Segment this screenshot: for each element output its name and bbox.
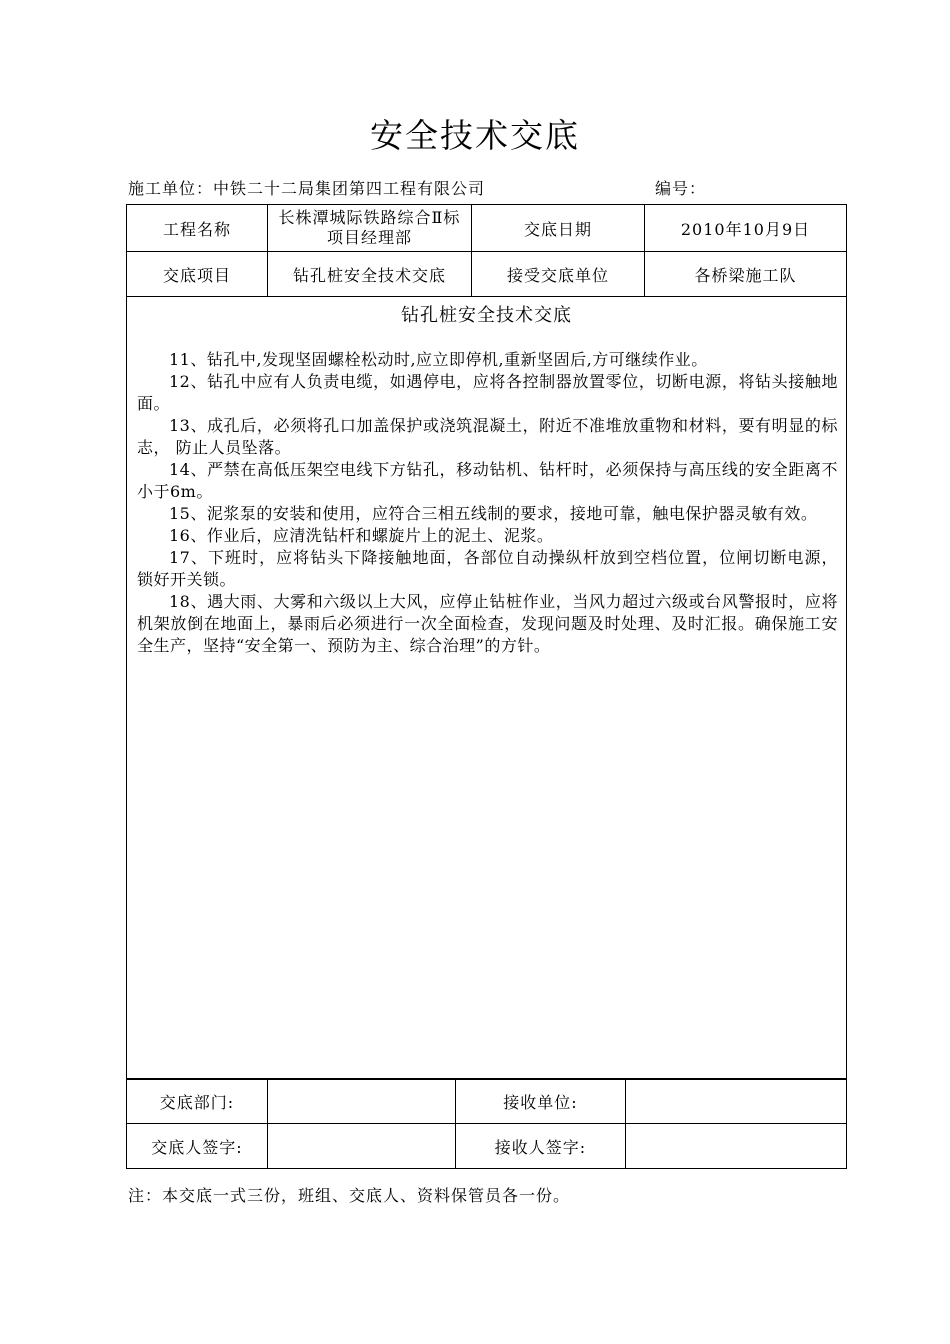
paragraph: 17、下班时，应将钻头下降接触地面，各部位自动操纵杆放到空档位置，位闸切断电源， 锁好开关锁。: [137, 548, 838, 589]
item-label: 交底项目: [127, 252, 268, 297]
info-row-1: [127, 205, 847, 252]
date-label: 交底日期: [472, 205, 645, 252]
receiver-unit-label: 接受交底单位: [472, 252, 645, 297]
paragraph: 18、遇大雨、大雾和六级以上大风，应停止钻桩作业，当风力超过六级或台风警报时，应将机架放倒在地面上，暴雨后必须进行一次全面检查，发现问题及时处理、及时汇报。确保施工安全生产，坚持“安全第一、预防为主、综合治理”的方针。: [137, 592, 838, 655]
receive-unit-value: [626, 1079, 847, 1124]
project-name-value: 长株潭城际铁路综合Ⅱ标项目经理部: [268, 205, 472, 252]
signer-value: [268, 1124, 456, 1169]
signer-label: 交底人签字:: [127, 1124, 268, 1169]
footer-row-1: [127, 1079, 847, 1124]
footnote: 注：本交底一式三份，班组、交底人、资料保管员各一份。: [128, 1186, 571, 1205]
info-row-2: [127, 252, 847, 297]
footer-row-2: [127, 1124, 847, 1169]
date-value: 2010年10月9日: [645, 205, 847, 252]
content-heading: 钻孔桩安全技术交底: [401, 305, 572, 326]
document-number-label: 编号：: [655, 179, 707, 198]
content-row: [127, 297, 847, 1080]
paragraph: 15、泥浆泵的安装和使用，应符合三相五线制的要求，接地可靠，触电保护器灵敏有效。: [169, 504, 818, 523]
dept-label: 交底部门:: [127, 1079, 268, 1124]
item-value: 钻孔桩安全技术交底: [268, 252, 472, 297]
paragraph: 11、钻孔中,发现坚固螺栓松动时,应立即停机,重新坚固后,方可继续作业。: [169, 350, 708, 369]
paragraph: 13、成孔后，必须将孔口加盖保护或浇筑混凝土，附近不准堆放重物和材料，要有明显的标志， 防止人员坠落。: [137, 416, 838, 457]
dept-value: [268, 1079, 456, 1124]
receiver-signer-label: 接收人签字:: [456, 1124, 626, 1169]
receiver-unit-value: 各桥梁施工队: [645, 252, 847, 297]
page-title: 安全技术交底: [370, 116, 580, 155]
content-cell: [127, 297, 847, 1080]
receive-unit-label: 接收单位:: [456, 1079, 626, 1124]
construction-unit: 施工单位：中铁二十二局集团第四工程有限公司: [128, 179, 486, 198]
content-paragraphs: [127, 349, 846, 657]
paragraph: 14、严禁在高低压架空电线下方钻孔，移动钻机、钻杆时，必须保持与高压线的安全距离不小于6m。: [137, 460, 838, 501]
info-table: [126, 204, 847, 1080]
footer-table: [126, 1078, 847, 1169]
project-name-label: 工程名称: [127, 205, 268, 252]
paragraph: 12、钻孔中应有人负责电缆，如遇停电，应将各控制器放置零位，切断电源，将钻头接触地面。: [137, 372, 838, 413]
paragraph: 16、作业后，应清洗钻杆和螺旋片上的泥土、泥浆。: [169, 526, 554, 545]
receiver-signer-value: [626, 1124, 847, 1169]
